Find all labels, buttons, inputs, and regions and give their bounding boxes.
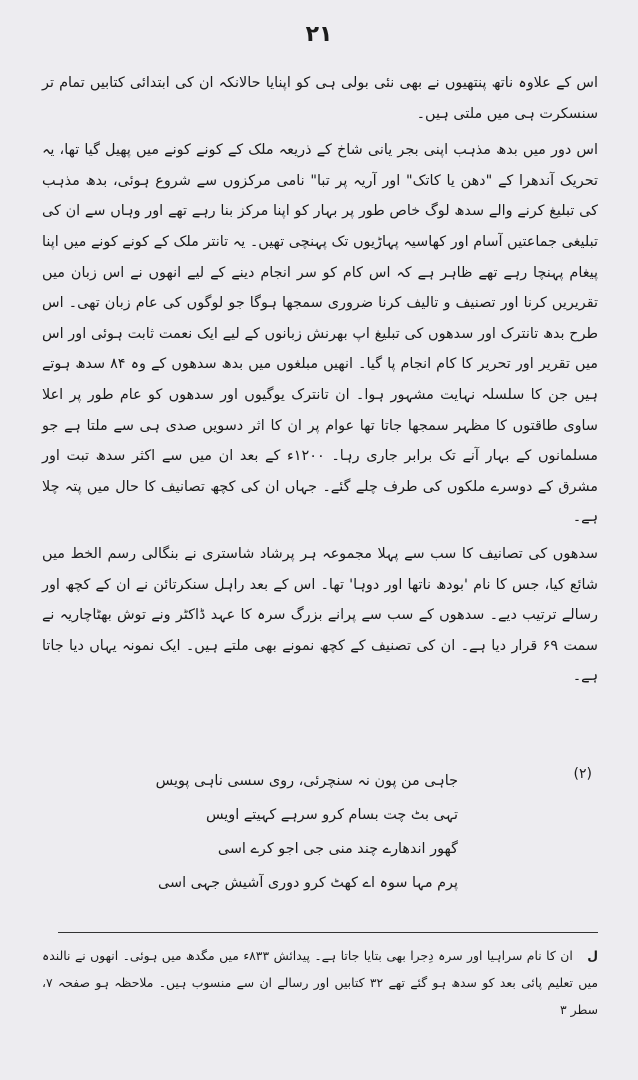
verse-block bbox=[42, 764, 598, 900]
verse-line: جاہی من پون نہ سنچرئی، روی سسی ناہی پویس bbox=[155, 773, 458, 789]
paragraph-1: اس کے علاوہ ناتھ پنتھیوں نے بھی نئی بولی ہی کو اپنایا حالانکہ ان کی ابتدائی کتابیں تمام تر سنسکرت ہی میں ملتی ہیں۔ bbox=[42, 75, 598, 122]
paragraph-2: اس دور میں بدھ مذہب اپنی بجر یانی شاخ کے ذریعہ ملک کے کونے کونے میں پھیل گیا تھا، یہ تحریک آندھرا کے "دھن یا کاتک" اور آریہ پر تبا" نامی مرکزوں سے شروع ہوئی، بدھ مذہب کی تبلیغ کرنے والے سدھ لوگ خاص طور پر بہار کو اپنا مرکز بنا رہے تھے اور وہاں سے ان کی تبلیغی جماعتیں آسام اور کھاسیہ پہاڑیوں تک پہنچی تھیں۔ یہ تانتر ملک کے کونے کونے میں اپنا پیغام پہنچا رہے تھے ظاہر ہے کہ اس کام کو سر انجام دینے کے لیے انھوں نے اس زبان میں تقریریں کرنا اور تصنیف و تالیف کرنا ضروری سمجھا ہوگا جو لوگوں کی عام زبان تھی۔ اس طرح بدھ تانترک اور سدھوں کی تبلیغ اپ بھرنش زبانوں کے لیے ایک نعمت ثابت ہوئی اور اس میں تقریر اور تحریر کا کام انجام پا گیا۔ انھیں مبلغوں میں بدھ سدھوں کے وہ ۸۴ سدھ ہوتے ہیں جن کا سلسلہ نہایت مشہور ہوا۔ ان تانترک یوگیوں اور سدھوں کو عام طور پر اعلا ساوی طاقتوں کا مظہر سمجھا جاتا تھا عوام پر ان کا اثر دسویں صدی ہی سے ملتا ہے جو مسلمانوں کے بہار آنے تک برابر جاری رہا۔ ۱۲۰۰ء کے بعد ان میں سے اکثر سدھ تبت اور مشرق کے دوسرے ملکوں کی طرف چلے گئے۔ جہاں ان کی کچھ تصانیف کا حال میں پتہ چلا ہے۔ bbox=[42, 142, 599, 526]
footnote bbox=[42, 942, 598, 1023]
footnote-mark: ل bbox=[587, 948, 598, 963]
main-text bbox=[42, 68, 598, 692]
page-number: ۲۱ bbox=[305, 22, 333, 47]
verse-line: پرم مہا سوہ اے کھٹ کرو دوری آشیش جہی اسی bbox=[158, 875, 458, 891]
verse-line: تہی بٹ چت بسام کرو سرہے کہیتے اویس bbox=[205, 807, 458, 823]
footnote-divider bbox=[58, 932, 598, 933]
verse-line: گھور اندھارے چند منی جی اجو کرے اسی bbox=[217, 841, 458, 857]
footnote-text: ان کا نام سراہیا اور سرہ دِجرا بھی بتایا جاتا ہے۔ پیدائش ۸۳۳ء میں مگدھ میں ہوئی۔ انھوں نے نالندہ میں تعلیم پائی بعد کو سدھ ہو گئے تھے ۳۲ کتابیں اور رسالے ان سے منسوب ہیں۔ ملاحظہ ہو صفحہ ۷، سطر ۳ bbox=[42, 948, 599, 1017]
verse-number: (۲) bbox=[573, 766, 592, 782]
paragraph-3: سدھوں کی تصانیف کا سب سے پہلا مجموعہ ہر پرشاد شاستری نے بنگالی رسم الخط میں شائع کیا، جس کا نام 'بودھ ناتھا اور دوہا' تھا۔ اس کے بعد راہل سنکرتائن نے ان کے کچھ اور رسالے ترتیب دیے۔ سدھوں کے سب سے پرانے بزرگ سرہ کا عہد ڈاکٹر ونے توش بھٹاچاریہ نے سمت ۶۹ قرار دیا ہے۔ ان کی تصنیف کے کچھ نمونے بھی ملتے ہیں۔ ایک نمونہ یہاں دیا جاتا ہے۔ bbox=[42, 545, 598, 685]
